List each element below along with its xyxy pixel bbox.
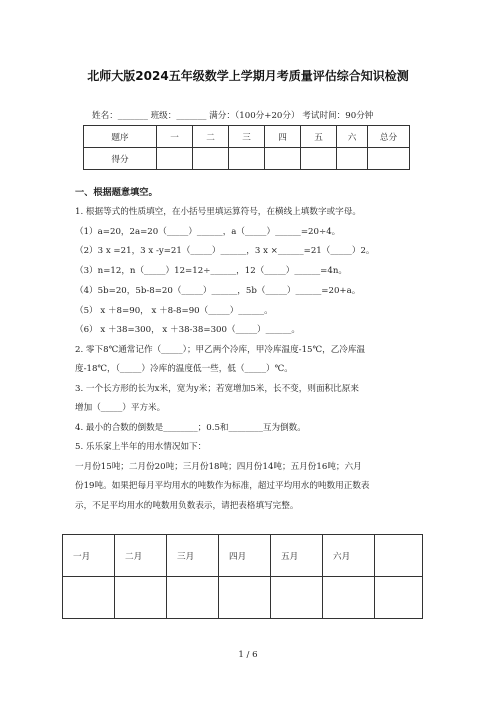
question-1-part-6: （6） x ＋38=300， x ＋38-38=300（_____）______。 (75, 325, 301, 335)
question-2-line-2: 度-18℃，（_____）冷库的温度低一些，低（_____）℃。 (75, 364, 293, 374)
question-5-stem: 5. 乐乐家上半年的用水情况如下： (75, 442, 207, 452)
exam-info: 姓名：_______ 班级：_______ 满分：（100分+20分） 考试时间：90分钟 (92, 111, 374, 121)
section-heading: 一、根据题意填空。 (75, 187, 158, 198)
month-header: 二月 (115, 535, 167, 577)
question-1-part-2: （2）3 x =21，3 x -y=21（_____）______，3 x ×______=21（_____）2。 (75, 246, 375, 256)
page-title: 北师大版2024五年级数学上学期月考质量评估综合知识检测 (87, 69, 409, 83)
header-cell-order: 题序 (84, 126, 157, 148)
month-header: 三月 (167, 535, 219, 577)
score-cell[interactable] (193, 148, 229, 170)
answer-cell[interactable] (323, 577, 375, 619)
score-table-score-row (84, 148, 410, 170)
question-3-line-1: 3. 一个长方形的长为x米，宽为y米；若宽增加5米，长不变，则面积比原来 (75, 384, 359, 394)
question-1-stem: 1. 根据等式的性质填空，在小括号里填运算符号，在横线上填数字或字母。 (75, 207, 361, 217)
water-table-answer-row (63, 577, 423, 619)
header-cell-total: 总分 (368, 126, 410, 148)
header-cell-1: 一 (157, 126, 193, 148)
question-4: 4. 最小的合数的倒数是________；0.5和________互为倒数。 (75, 423, 306, 433)
question-5-text-3: 示，不足平均用水的吨数用负数表示，请把表格填写完整。 (75, 501, 299, 511)
header-cell-2: 二 (193, 126, 229, 148)
water-table-header-row (63, 535, 423, 577)
month-header: 一月 (63, 535, 115, 577)
question-1-part-5: （5） x ＋8=90， x ＋8-8=90（_____）______。 (75, 306, 273, 316)
answer-cell[interactable] (219, 577, 271, 619)
score-cell[interactable] (229, 148, 265, 170)
water-usage-table (62, 534, 423, 619)
score-row-label: 得分 (84, 148, 157, 170)
score-table (83, 125, 410, 170)
answer-cell[interactable] (115, 577, 167, 619)
score-cell[interactable] (157, 148, 193, 170)
header-cell-4: 四 (265, 126, 301, 148)
month-header: 四月 (219, 535, 271, 577)
header-cell-3: 三 (229, 126, 265, 148)
score-cell[interactable] (265, 148, 301, 170)
question-3-line-2: 增加（_____）平方米。 (75, 403, 166, 413)
question-1-part-4: （4）5b=20，5b-8=20（_____）______，5b（_____）______=20+a。 (75, 286, 361, 296)
answer-cell[interactable] (167, 577, 219, 619)
month-header: 五月 (271, 535, 323, 577)
question-1-part-1: （1）a=20，2a=20（_____）______，a（_____）______=20÷4。 (75, 227, 341, 237)
header-cell-5: 五 (301, 126, 337, 148)
score-cell[interactable] (301, 148, 337, 170)
header-cell-6: 六 (337, 126, 368, 148)
answer-cell[interactable] (375, 577, 423, 619)
month-header: 六月 (323, 535, 375, 577)
page-number: 1 / 6 (238, 650, 258, 660)
score-cell-total[interactable] (368, 148, 410, 170)
question-5-text-1: 一月份15吨；二月份20吨；三月份18吨；四月份14吨；五月份16吨；六月 (75, 462, 362, 472)
question-1-part-3: （3）n=12，n（_____）12=12÷______，12（_____）______=4n。 (75, 266, 347, 276)
answer-cell[interactable] (63, 577, 115, 619)
score-table-header-row (84, 126, 410, 148)
score-cell[interactable] (337, 148, 368, 170)
answer-cell[interactable] (271, 577, 323, 619)
question-2-line-1: 2. 零下8℃通常记作（_____）；甲乙两个冷库，甲冷库温度-15℃，乙冷库温 (75, 345, 366, 355)
question-5-text-2: 份19吨。如果把每月平均用水的吨数作为标准，超过平均用水的吨数用正数表 (75, 481, 370, 491)
month-header-blank (375, 535, 423, 577)
